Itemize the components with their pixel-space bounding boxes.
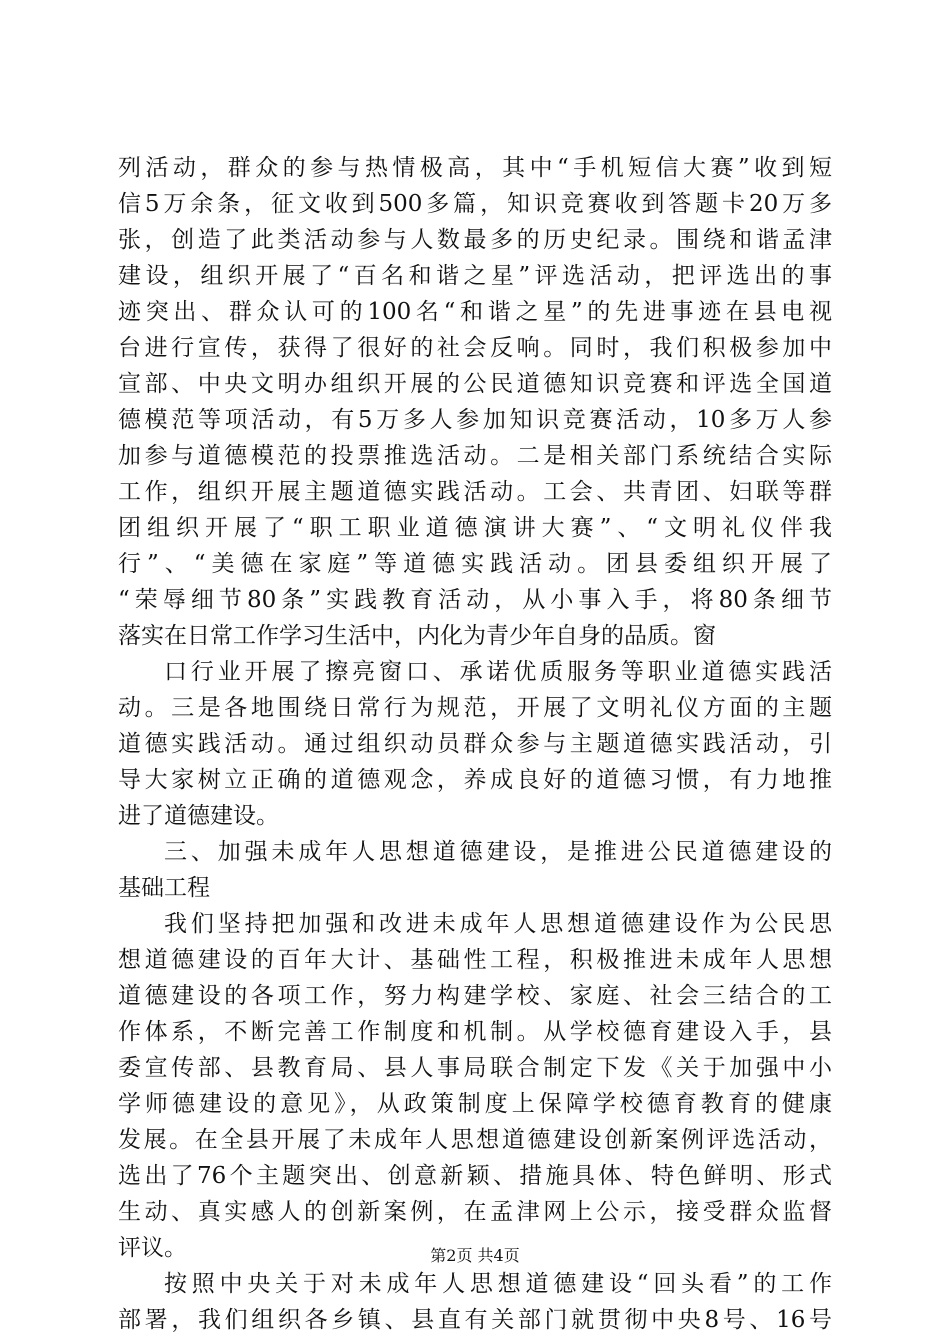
text-line: 加参与道德模范的投票推选活动。二是相关部门系统结合实际 [118, 443, 832, 469]
paragraph-start: 我们坚持把加强和改进未成年人思想道德建设作为公民思 [164, 911, 832, 937]
text-line: 进了道德建设。 [118, 803, 279, 829]
section-heading: 三、加强未成年人思想道德建设，是推进公民道德建设的 [164, 839, 832, 865]
paragraph-start: 口行业开展了擦亮窗口、承诺优质服务等职业道德实践活 [164, 659, 832, 685]
text-line: 张，创造了此类活动参与人数最多的历史纪录。围绕和谐孟津 [118, 227, 832, 253]
text-line: 评议。 [118, 1235, 187, 1261]
section-heading-cont: 基础工程 [118, 875, 210, 901]
text-line: 道德实践活动。通过组织动员群众参与主题道德实践活动，引 [118, 731, 832, 757]
text-line: 信5万余条，征文收到500多篇，知识竞赛收到答题卡20万多 [118, 191, 832, 217]
text-line: 学师德建设的意见》，从政策制度上保障学校德育教育的健康 [118, 1091, 832, 1117]
text-line: 生动、真实感人的创新案例，在孟津网上公示，接受群众监督 [118, 1199, 832, 1225]
text-line: 团组织开展了“职工职业道德演讲大赛”、“文明礼仪伴我 [118, 515, 832, 541]
text-line: 列活动，群众的参与热情极高，其中“手机短信大赛”收到短 [118, 155, 832, 181]
text-line: 落实在日常工作学习生活中，内化为青少年自身的品质。窗 [118, 623, 716, 649]
page-number-footer: 第2页 共4页 [430, 1246, 520, 1265]
text-line: 发展。在全县开展了未成年人思想道德建设创新案例评选活动， [118, 1127, 832, 1153]
paragraph-start: 按照中央关于对未成年人思想道德建设“回头看”的工作 [164, 1271, 832, 1297]
text-line: 动。三是各地围绕日常行为规范，开展了文明礼仪方面的主题 [118, 695, 832, 721]
text-line: 台进行宣传，获得了很好的社会反响。同时，我们积极参加中 [118, 335, 832, 361]
text-line: 想道德建设的百年大计、基础性工程，积极推进未成年人思想 [118, 947, 832, 973]
text-line: 迹突出、群众认可的100名“和谐之星”的先进事迹在县电视 [118, 299, 832, 325]
text-line: 选出了76个主题突出、创意新颖、措施具体、特色鲜明、形式 [118, 1163, 832, 1189]
text-line: 工作，组织开展主题道德实践活动。工会、共青团、妇联等群 [118, 479, 832, 505]
text-line: 德模范等项活动，有5万多人参加知识竞赛活动，10多万人参 [118, 407, 832, 433]
text-line: 部署，我们组织各乡镇、县直有关部门就贯彻中央8号、16号 [118, 1307, 832, 1333]
text-line: 作体系，不断完善工作制度和机制。从学校德育建设入手，县 [118, 1019, 832, 1045]
text-line: 建设，组织开展了“百名和谐之星”评选活动，把评选出的事 [118, 263, 832, 289]
text-line: “荣辱细节80条”实践教育活动，从小事入手，将80条细节 [118, 587, 832, 613]
text-line: 行”、“美德在家庭”等道德实践活动。团县委组织开展了 [118, 551, 832, 577]
text-line: 宣部、中央文明办组织开展的公民道德知识竞赛和评选全国道 [118, 371, 832, 397]
text-line: 道德建设的各项工作，努力构建学校、家庭、社会三结合的工 [118, 983, 832, 1009]
text-line: 导大家树立正确的道德观念，养成良好的道德习惯，有力地推 [118, 767, 832, 793]
body-text [118, 150, 832, 1338]
text-line: 委宣传部、县教育局、县人事局联合制定下发《关于加强中小 [118, 1055, 832, 1081]
